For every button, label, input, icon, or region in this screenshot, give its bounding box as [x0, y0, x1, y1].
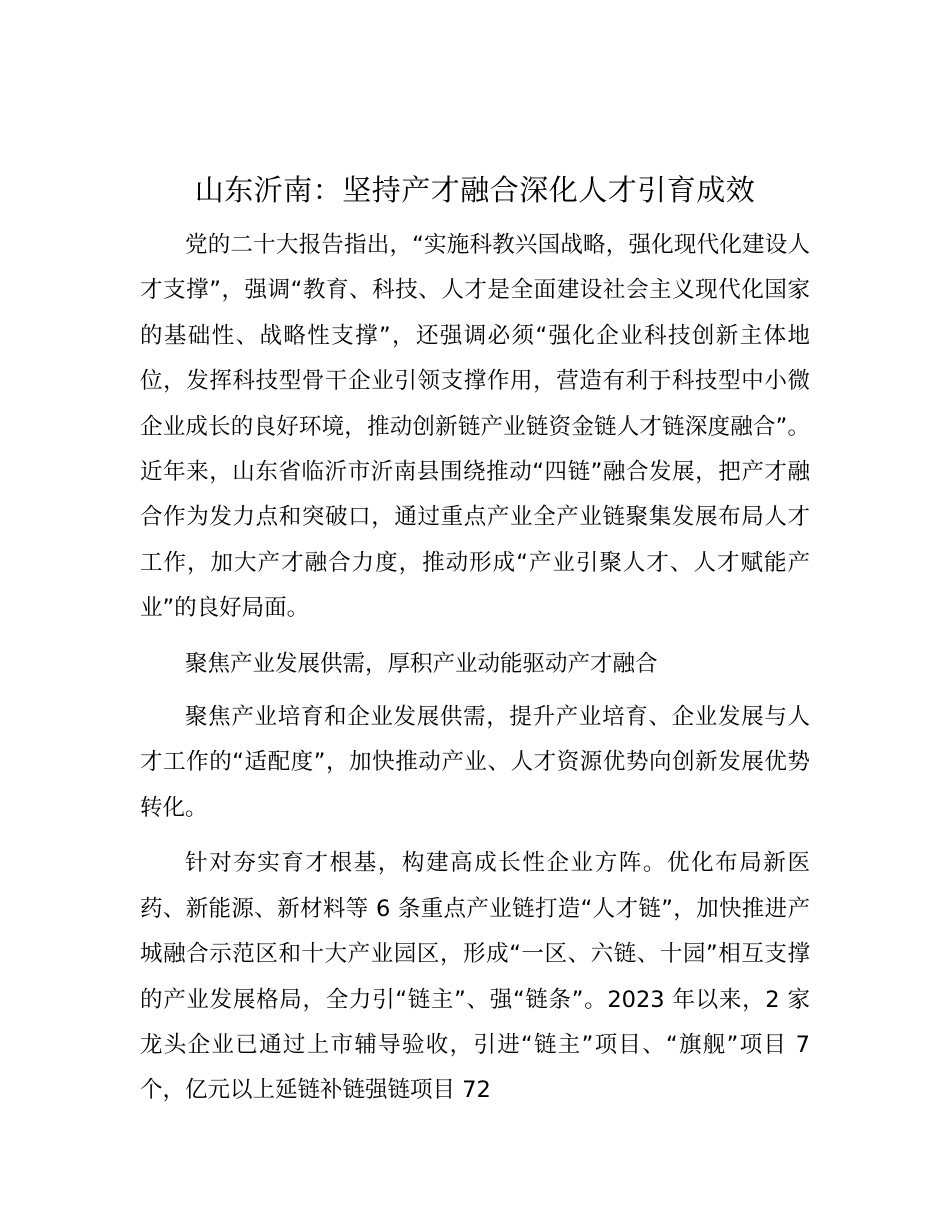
- section-heading: 聚焦产业发展供需，厚积产业动能驱动产才融合: [185, 650, 658, 677]
- document-title: 山东沂南：坚持产才融合深化人才引育成效: [194, 173, 756, 207]
- section-paragraph: 针对夯实育才根基，构建高成长性企业方阵。优化布局新医药、新能源、新材料等 6 条重点产业链打造“人才链”，加快推进产城融合示范区和十大产业园区，形成“一区、六链、十园”相互支撑的产业发展格局，全力引“链主”、强“链条”。2023 年以来，2 家龙头企业已通过上市辅导验收，引进“链主”项目、“旗舰”项目 7 个，亿元以上延链补链强链项目 72: [140, 850, 810, 1104]
- intro-paragraph: 党的二十大报告指出，“实施科教兴国战略，强化现代化建设人才支撑”，强调“教育、科技、人才是全面建设社会主义现代化国家的基础性、战略性支撑”，还强调必须“强化企业科技创新主体地位，发挥科技型骨干企业引领支撑作用，营造有利于科技型中小微企业成长的良好环境，推动创新链产业链资金链人才链深度融合”。近年来，山东省临沂市沂南县围绕推动“四链”融合发展，把产才融合作为发力点和突破口，通过重点产业全产业链聚集发展布局人才工作，加大产才融合力度，推动形成“产业引聚人才、人才赋能产业”的良好局面。: [140, 232, 810, 622]
- document-body: [140, 223, 810, 1124]
- section-paragraph: 聚焦产业培育和企业发展供需，提升产业培育、企业发展与人才工作的“适配度”，加快推动产业、人才资源优势向创新发展优势转化。: [140, 704, 810, 821]
